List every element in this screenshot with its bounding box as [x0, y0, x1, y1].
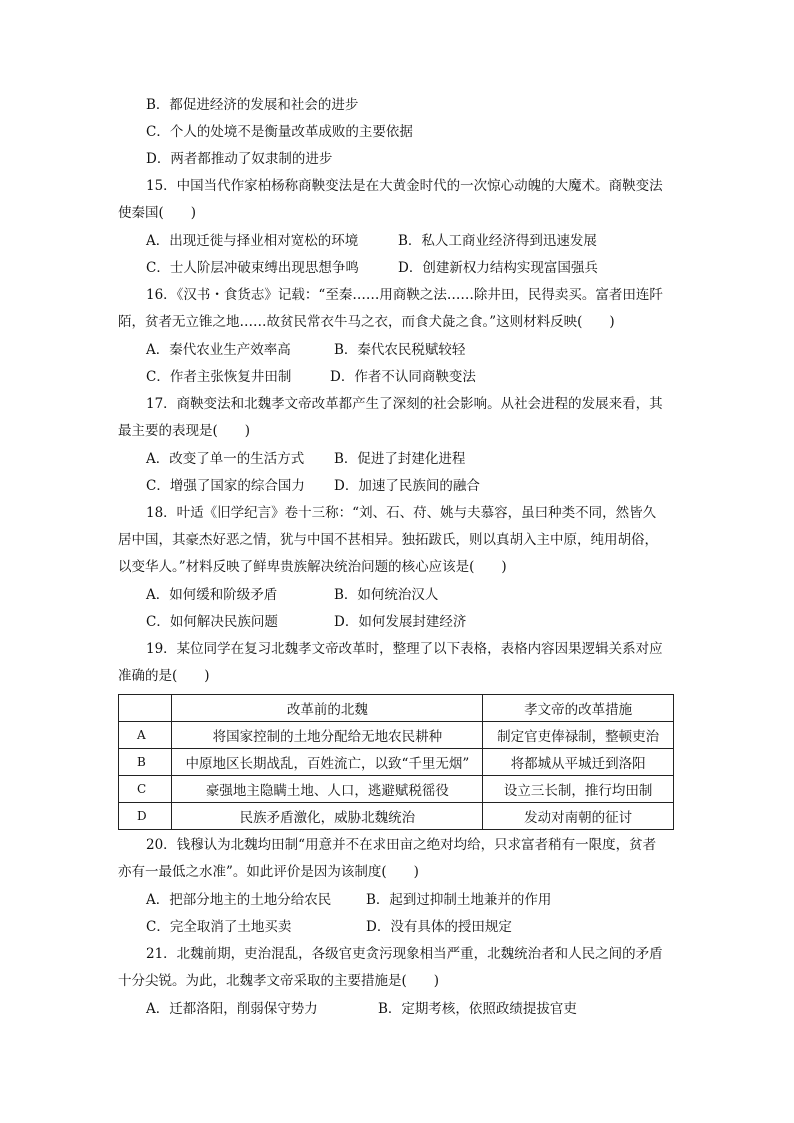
table-cell: 民族矛盾激化，威胁北魏统治 [172, 803, 483, 830]
q18-option-a: A．如何缓和阶级矛盾 [146, 587, 278, 603]
q17-option-a: A．改变了单一的生活方式 [146, 451, 305, 467]
q17-option-c: C．增强了国家的综合国力 [146, 478, 305, 494]
q17-stem-line2: 最主要的表现是( ) [118, 423, 251, 439]
table-row [119, 776, 674, 803]
q20-option-c: C．完全取消了土地买卖 [146, 919, 292, 935]
q15-stem-line1: 15．中国当代作家柏杨称商鞅变法是在大黄金时代的一次惊心动魄的大魔术。商鞅变法 [146, 178, 663, 194]
q21-stem-line2: 十分尖锐。为此，北魏孝文帝采取的主要措施是( ) [118, 973, 440, 989]
table-row [119, 722, 674, 749]
q15-stem-line2: 使秦国( ) [118, 205, 197, 221]
q19-stem-line1: 19．某位同学在复习北魏孝文帝改革时，整理了以下表格，表格内容因果逻辑关系对应 [146, 641, 663, 657]
q19-stem-line2: 准确的是( ) [118, 668, 210, 684]
q16-option-d: D．作者不认同商鞅变法 [330, 369, 476, 385]
q20-stem-line1: 20．钱穆认为北魏均田制“用意并不在求田亩之绝对均给，只求富者稍有一限度，贫者 [146, 837, 657, 853]
q17-option-b: B．促进了封建化进程 [334, 451, 466, 467]
q16-option-b: B．秦代农民税赋较轻 [334, 342, 466, 358]
q18-stem-line3: 以变华人。”材料反映了鲜卑贵族解决统治问题的核心应该是( ) [118, 559, 507, 575]
table-cell: 发动对南朝的征讨 [483, 803, 674, 830]
table-cell: 将国家控制的土地分配给无地农民耕种 [172, 722, 483, 749]
q18-option-b: B．如何统治汉人 [334, 587, 439, 603]
q20-stem-line2: 亦有一最低之水准”。如此评价是因为该制度( ) [118, 864, 419, 880]
q21-stem-line1: 21．北魏前期，吏治混乱，各级官吏贪污现象相当严重，北魏统治者和人民之间的矛盾 [146, 946, 663, 962]
q16-option-c: C．作者主张恢复井田制 [146, 369, 292, 385]
q16-stem-line1: 16．《汉书・食货志》记载：“至秦……用商鞅之法……除井田，民得卖买。富者田连阡 [146, 287, 663, 303]
table-cell: 制定官吏俸禄制，整顿吏治 [483, 722, 674, 749]
table-cell: 豪强地主隐瞒土地、人口，逃避赋税徭役 [172, 776, 483, 803]
table-cell-key: B [119, 749, 172, 776]
q18-option-c: C．如何解决民族问题 [146, 614, 278, 630]
q15-option-d: D．创建新权力结构实现富国强兵 [398, 260, 598, 276]
table-cell-key: A [119, 722, 172, 749]
q20-option-d: D．没有具体的授田规定 [366, 919, 512, 935]
q18-stem-line1: 18．叶适《旧学纪言》卷十三称：“刘、石、苻、姚与夫慕容，虽曰种类不同，然皆久 [146, 505, 657, 521]
q20-option-b: B．起到过抑制土地兼并的作用 [366, 892, 552, 908]
q16-stem-line2: 陌，贫者无立锥之地……故贫民常衣牛马之衣，而食犬彘之食。”这则材料反映( ) [118, 314, 615, 330]
q21-option-a: A．迁都洛阳，削弱保守势力 [146, 1001, 318, 1017]
q18-stem-line2: 居中国，其豪杰好恶之情，犹与中国不甚相异。独拓跋氏，则以真胡入主中原，纯用胡俗， [118, 532, 658, 548]
table-row [119, 749, 674, 776]
q21-option-b: B．定期考核，依照政绩提拔官吏 [378, 1001, 577, 1017]
q14-option-b: B．都促进经济的发展和社会的进步 [146, 97, 359, 113]
q14-option-d: D．两者都推动了奴隶制的进步 [146, 151, 333, 167]
q15-option-b: B．私人工商业经济得到迅速发展 [398, 233, 597, 249]
table-header-row [119, 695, 674, 722]
q14-option-c: C．个人的处境不是衡量改革成败的主要依据 [146, 124, 413, 140]
table-header-cell: 孝文帝的改革措施 [483, 695, 674, 722]
q16-option-a: A．秦代农业生产效率高 [146, 342, 291, 358]
table-row [119, 803, 674, 830]
q15-option-a: A．出现迁徙与择业相对宽松的环境 [146, 233, 359, 249]
q20-option-a: A．把部分地主的土地分给农民 [146, 892, 332, 908]
q17-stem-line1: 17．商鞅变法和北魏孝文帝改革都产生了深刻的社会影响。从社会进程的发展来看，其 [146, 396, 663, 412]
table-cell: 设立三长制，推行均田制 [483, 776, 674, 803]
table-header-cell: 改革前的北魏 [172, 695, 483, 722]
table-cell: 中原地区长期战乱，百姓流亡，以致“千里无烟” [172, 749, 483, 776]
table-cell: 将都城从平城迁到洛阳 [483, 749, 674, 776]
table-cell-key: D [119, 803, 172, 830]
q18-option-d: D．如何发展封建经济 [334, 614, 467, 630]
q15-option-c: C．士人阶层冲破束缚出现思想争鸣 [146, 260, 359, 276]
q17-option-d: D．加速了民族间的融合 [334, 478, 480, 494]
table-header-cell [119, 695, 172, 722]
table-cell-key: C [119, 776, 172, 803]
q19-table [118, 694, 674, 830]
